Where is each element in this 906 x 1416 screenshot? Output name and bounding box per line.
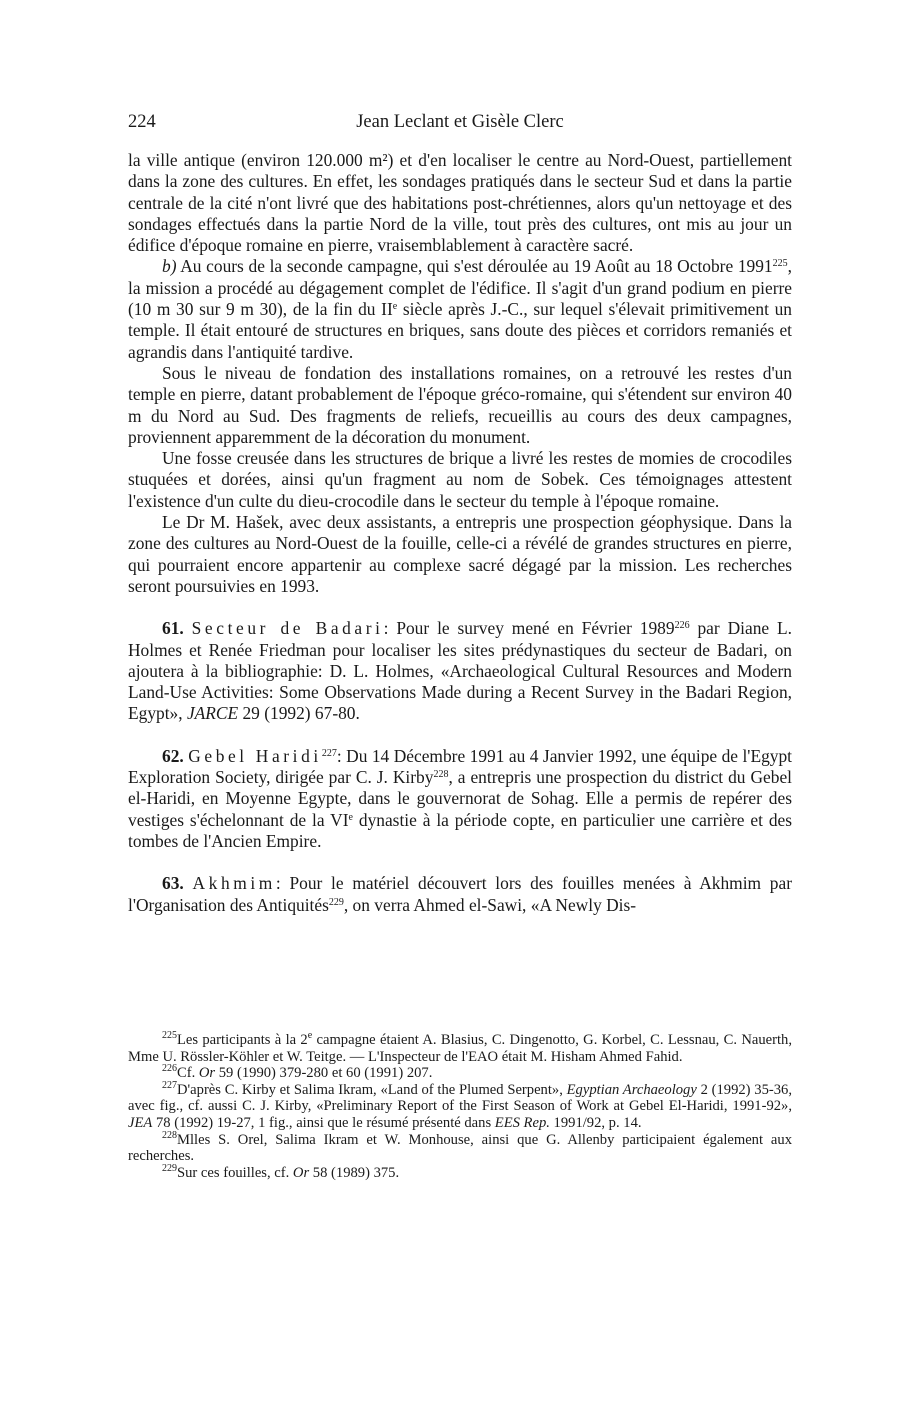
paragraph-crocodiles: Une fosse creusée dans les structures de brique a livré les restes de momies de crocodiles stuquées et dorées, ainsi qu'un fragment au nom de Sobek. Ces témoignages attestent l'existence d'un culte du dieu-crocodile dans le secteur du temple à l'époque romaine. — [128, 448, 792, 511]
footnote-229: $^{229}$Sur ces fouilles, cf. Or 58 (1989) 375. — [162, 1162, 400, 1181]
page-number: 224 — [128, 112, 156, 132]
footnote-ref-227: 227 — [321, 747, 337, 759]
footnotes — [128, 1032, 792, 1181]
footnote-225: $^{225}$Les participants à la 2e campagne étaient A. Blasius, C. Dingenotto, G. Korbel, C. Lessnau, C. Nauerth, Mme U. Rössler-Köhler et W. Teitge. — L'Inspecteur de l'EAO était M. Hisham Ahmed Fahid. — [128, 1030, 792, 1065]
list-label: b) — [162, 256, 177, 277]
paragraph-continued: la ville antique (environ 120.000 m²) et d'en localiser le centre au Nord-Ouest, partiellement dans la zone des cultures. En effet, les sondages pratiqués dans le secteur Sud et dans la partie centrale de la cité n'ont livré que des habitations post-chrétiennes, alors qu'un nettoyage et des sondages effectués dans la partie Nord de la ville, tout près des cultures, ont mis au jour un édifice d'époque romaine en pierre, vraisemblablement à caractère sacré. — [128, 150, 792, 256]
footnote-227: $^{227}$D'après C. Kirby et Salima Ikram, «Land of the Plumed Serpent», Egyptian Archaeology 2 (1992) 35-36, avec fig., cf. aussi C. J. Kirby, «Preliminary Report of the First Season of Work at Gebel El-Haridi, 1991-92», JEA 78 (1992) 19-27, 1 fig., ainsi que le résumé présenté dans EES Rep. 1991/92, p. 14. — [128, 1079, 792, 1131]
section-heading: Akhmim — [192, 873, 276, 894]
footnote-ref-229: 229 — [328, 896, 344, 908]
section-63: 63. Akhmim: Pour le matériel découvert lors des fouilles menées à Akhmim par l'Organisation des Antiquités$^{229}$, on verra Ahmed el-Sawi, «A Newly Dis- — [128, 873, 792, 915]
section-number: 61. — [162, 618, 184, 639]
section-number: 63. — [162, 873, 184, 894]
main-text — [128, 150, 792, 916]
section-heading: Secteur de Badari — [191, 618, 384, 639]
paragraph-second-campaign: b) Au cours de la seconde campagne, qui s'est déroulée au 19 Août au 18 Octobre 1991$^{225}$, la mission a procédé au dégagement complet de l'édifice. Il s'agit d'un grand podium en pierre (10 m 30 sur 9 m 30), de la fin du IIe siècle après J.-C., sur lequel s'élevait primitivement un temple. Il était entouré de structures en briques, sans doute des pièces et corridors remaniés et agrandis dans l'antiquité tardive. — [128, 256, 792, 362]
paragraph-geophysics: Le Dr M. Hašek, avec deux assistants, a entrepris une prospection géophysique. Dans la zone des cultures au Nord-Ouest de la fouille, celle-ci a révélé de grandes structures en pierre, qui pourraient encore appartenir au complexe sacré dégagé par la mission. Les recherches seront poursuivies en 1993. — [128, 512, 792, 596]
footnote-ref-225: 225 — [772, 258, 788, 270]
section-heading: Gebel Haridi — [188, 745, 322, 766]
section-61: 61. Secteur de Badari: Pour le survey mené en Février 1989$^{226}$ par Diane L. Holmes et Renée Friedman pour localiser les sites prédynastiques du secteur de Badari, on ajoutera à la bibliographie: D. L. Holmes, «Archaeological Cultural Resources and Modern Land-Use Activities: Some Observations Made during a Recent Survey in the Badari Region, Egypt», JARCE 29 (1992) 67-80. — [128, 618, 792, 724]
section-number: 62. — [162, 745, 184, 766]
footnote-226: $^{226}$Cf. Or 59 (1990) 379-280 et 60 (1991) 207. — [162, 1063, 433, 1082]
running-title: Jean Leclant et Gisèle Clerc — [356, 112, 564, 132]
footnote-ref-228: 228 — [433, 769, 449, 781]
section-62: 62. Gebel Haridi$^{227}$: Du 14 Décembre 1991 au 4 Janvier 1992, une équipe de l'Egypt Exploration Society, dirigée par C. J. Kirby$^{228}$, a entrepris une prospection du district du Gebel el-Haridi, en Moyenne Egypte, dans le gouvernorat de Sohag. Elle a permis de repérer des vestiges s'échelonnant de la VIe dynastie à la période copte, en particulier une carrière et des tombes de l'Ancien Empire. — [128, 745, 792, 851]
paragraph-temple: Sous le niveau de fondation des installations romaines, on a retrouvé les restes d'un temple en pierre, datant probablement de l'époque gréco-romaine, qui s'étendent sur environ 40 m du Nord au Sud. Des fragments de reliefs, recueillis au cours des deux campagnes, proviennent apparemment de la décoration du monument. — [128, 362, 792, 447]
footnote-ref-226: 226 — [674, 620, 690, 632]
running-header — [128, 112, 792, 138]
footnote-228: $^{228}$Mlles S. Orel, Salima Ikram et W. Monhouse, ainsi que G. Allenby participaient également aux recherches. — [128, 1129, 792, 1165]
